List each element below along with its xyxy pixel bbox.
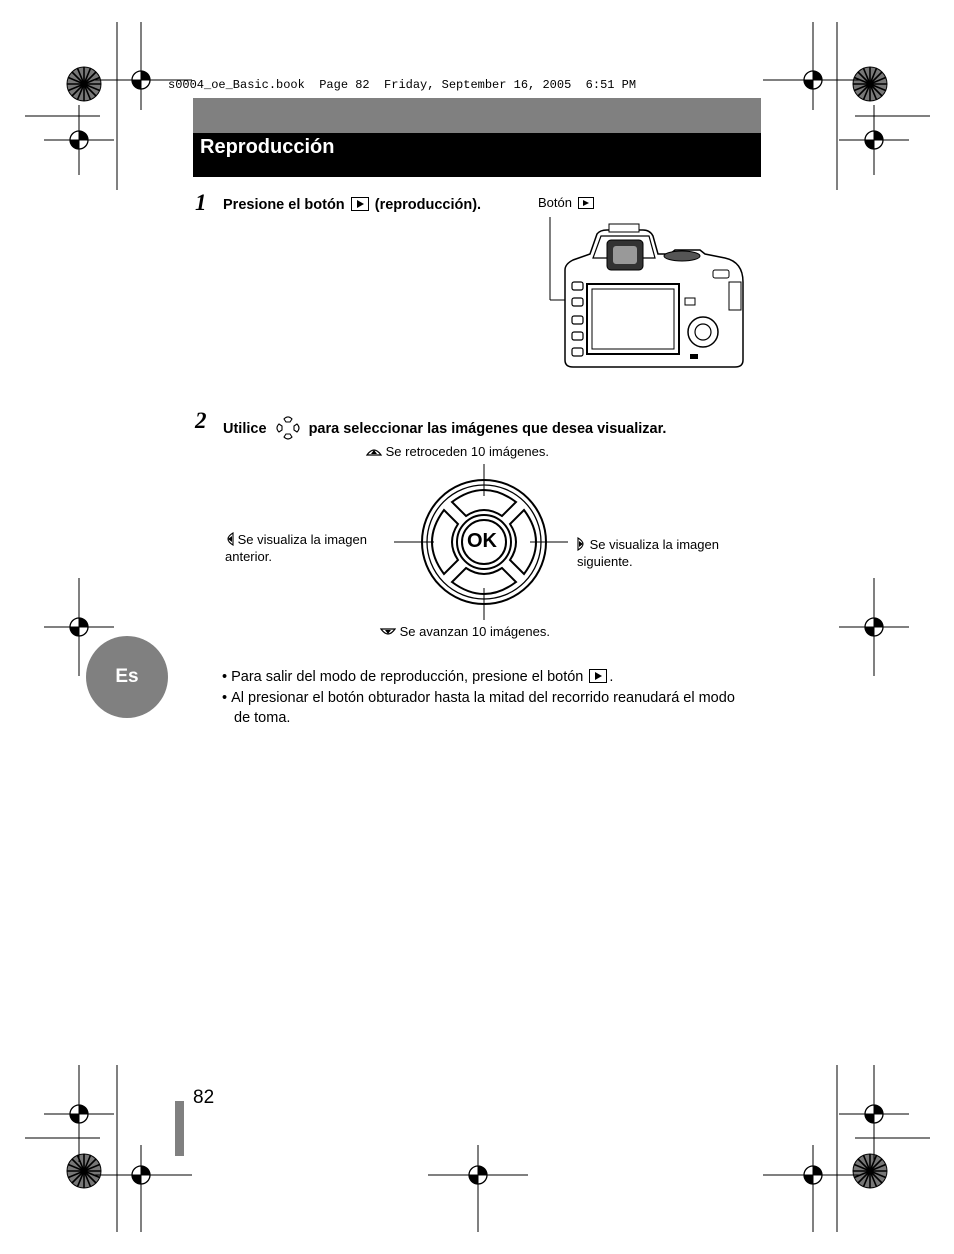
title-bar-top: [193, 98, 761, 133]
arrow-pad-icon: [275, 415, 301, 441]
step-2-text-before: Utilice: [223, 421, 267, 437]
dial-right-line1: [577, 536, 719, 553]
dial-right-text-1: Se visualiza la imagen: [589, 537, 719, 552]
step-1-number: 1: [195, 190, 207, 215]
step-2-text-after: para seleccionar las imágenes que desea visualizar.: [308, 421, 667, 437]
arrow-up-icon: [366, 447, 382, 457]
dial-right-label: [577, 536, 719, 570]
playback-icon: [589, 669, 607, 683]
ok-button-label: OK: [467, 530, 497, 552]
step-1-text: [223, 197, 481, 213]
dial-left-label: [225, 531, 367, 565]
step-1-text-after: (reproducción).: [374, 197, 482, 213]
dial-left-text-1: Se visualiza la imagen: [237, 532, 367, 547]
arrow-down-icon: [380, 627, 396, 637]
arrow-left-icon: [225, 532, 234, 546]
notes-list: [222, 667, 752, 729]
dial-left-line1: [225, 531, 367, 548]
dial-right-text-2: siguiente.: [577, 554, 633, 569]
step-2-text: [223, 415, 666, 441]
page-number-bar: [175, 1101, 184, 1156]
playback-button-callout: [538, 195, 596, 210]
page-title: Reproducción: [200, 136, 335, 158]
playback-icon: [578, 197, 594, 209]
dial-up-text: Se retroceden 10 imágenes.: [385, 444, 549, 459]
arrow-right-icon: [577, 537, 586, 551]
dial-left-text-2: anterior.: [225, 549, 272, 564]
note-2-text: Al presionar el botón obturador hasta la mitad del recorrido reanudará el modo de toma.: [231, 690, 735, 726]
step-1-text-before: Presione el botón: [223, 197, 345, 213]
playback-icon: [351, 197, 369, 211]
note-1-text: Para salir del modo de reproducción, presione el botón: [231, 669, 584, 685]
dial-up-label: [366, 444, 549, 459]
step-2-number: 2: [195, 408, 207, 433]
language-tab: Es: [86, 636, 168, 718]
page-number: 82: [193, 1087, 215, 1108]
note-item: • Al presionar el botón obturador hasta la mitad del recorrido reanudará el modo de toma.: [222, 690, 735, 726]
note-1-end: .: [609, 669, 614, 685]
book-header-info: s0004_oe_Basic.book Page 82 Friday, September 16, 2005 6:51 PM: [168, 78, 637, 92]
playback-button-callout-label: Botón: [538, 195, 572, 210]
dial-down-text: Se avanzan 10 imágenes.: [399, 624, 550, 639]
dial-down-label: [380, 624, 550, 639]
camera-back-illustration: [545, 212, 750, 372]
note-item: • Para salir del modo de reproducción, presione el botón .: [222, 669, 614, 685]
